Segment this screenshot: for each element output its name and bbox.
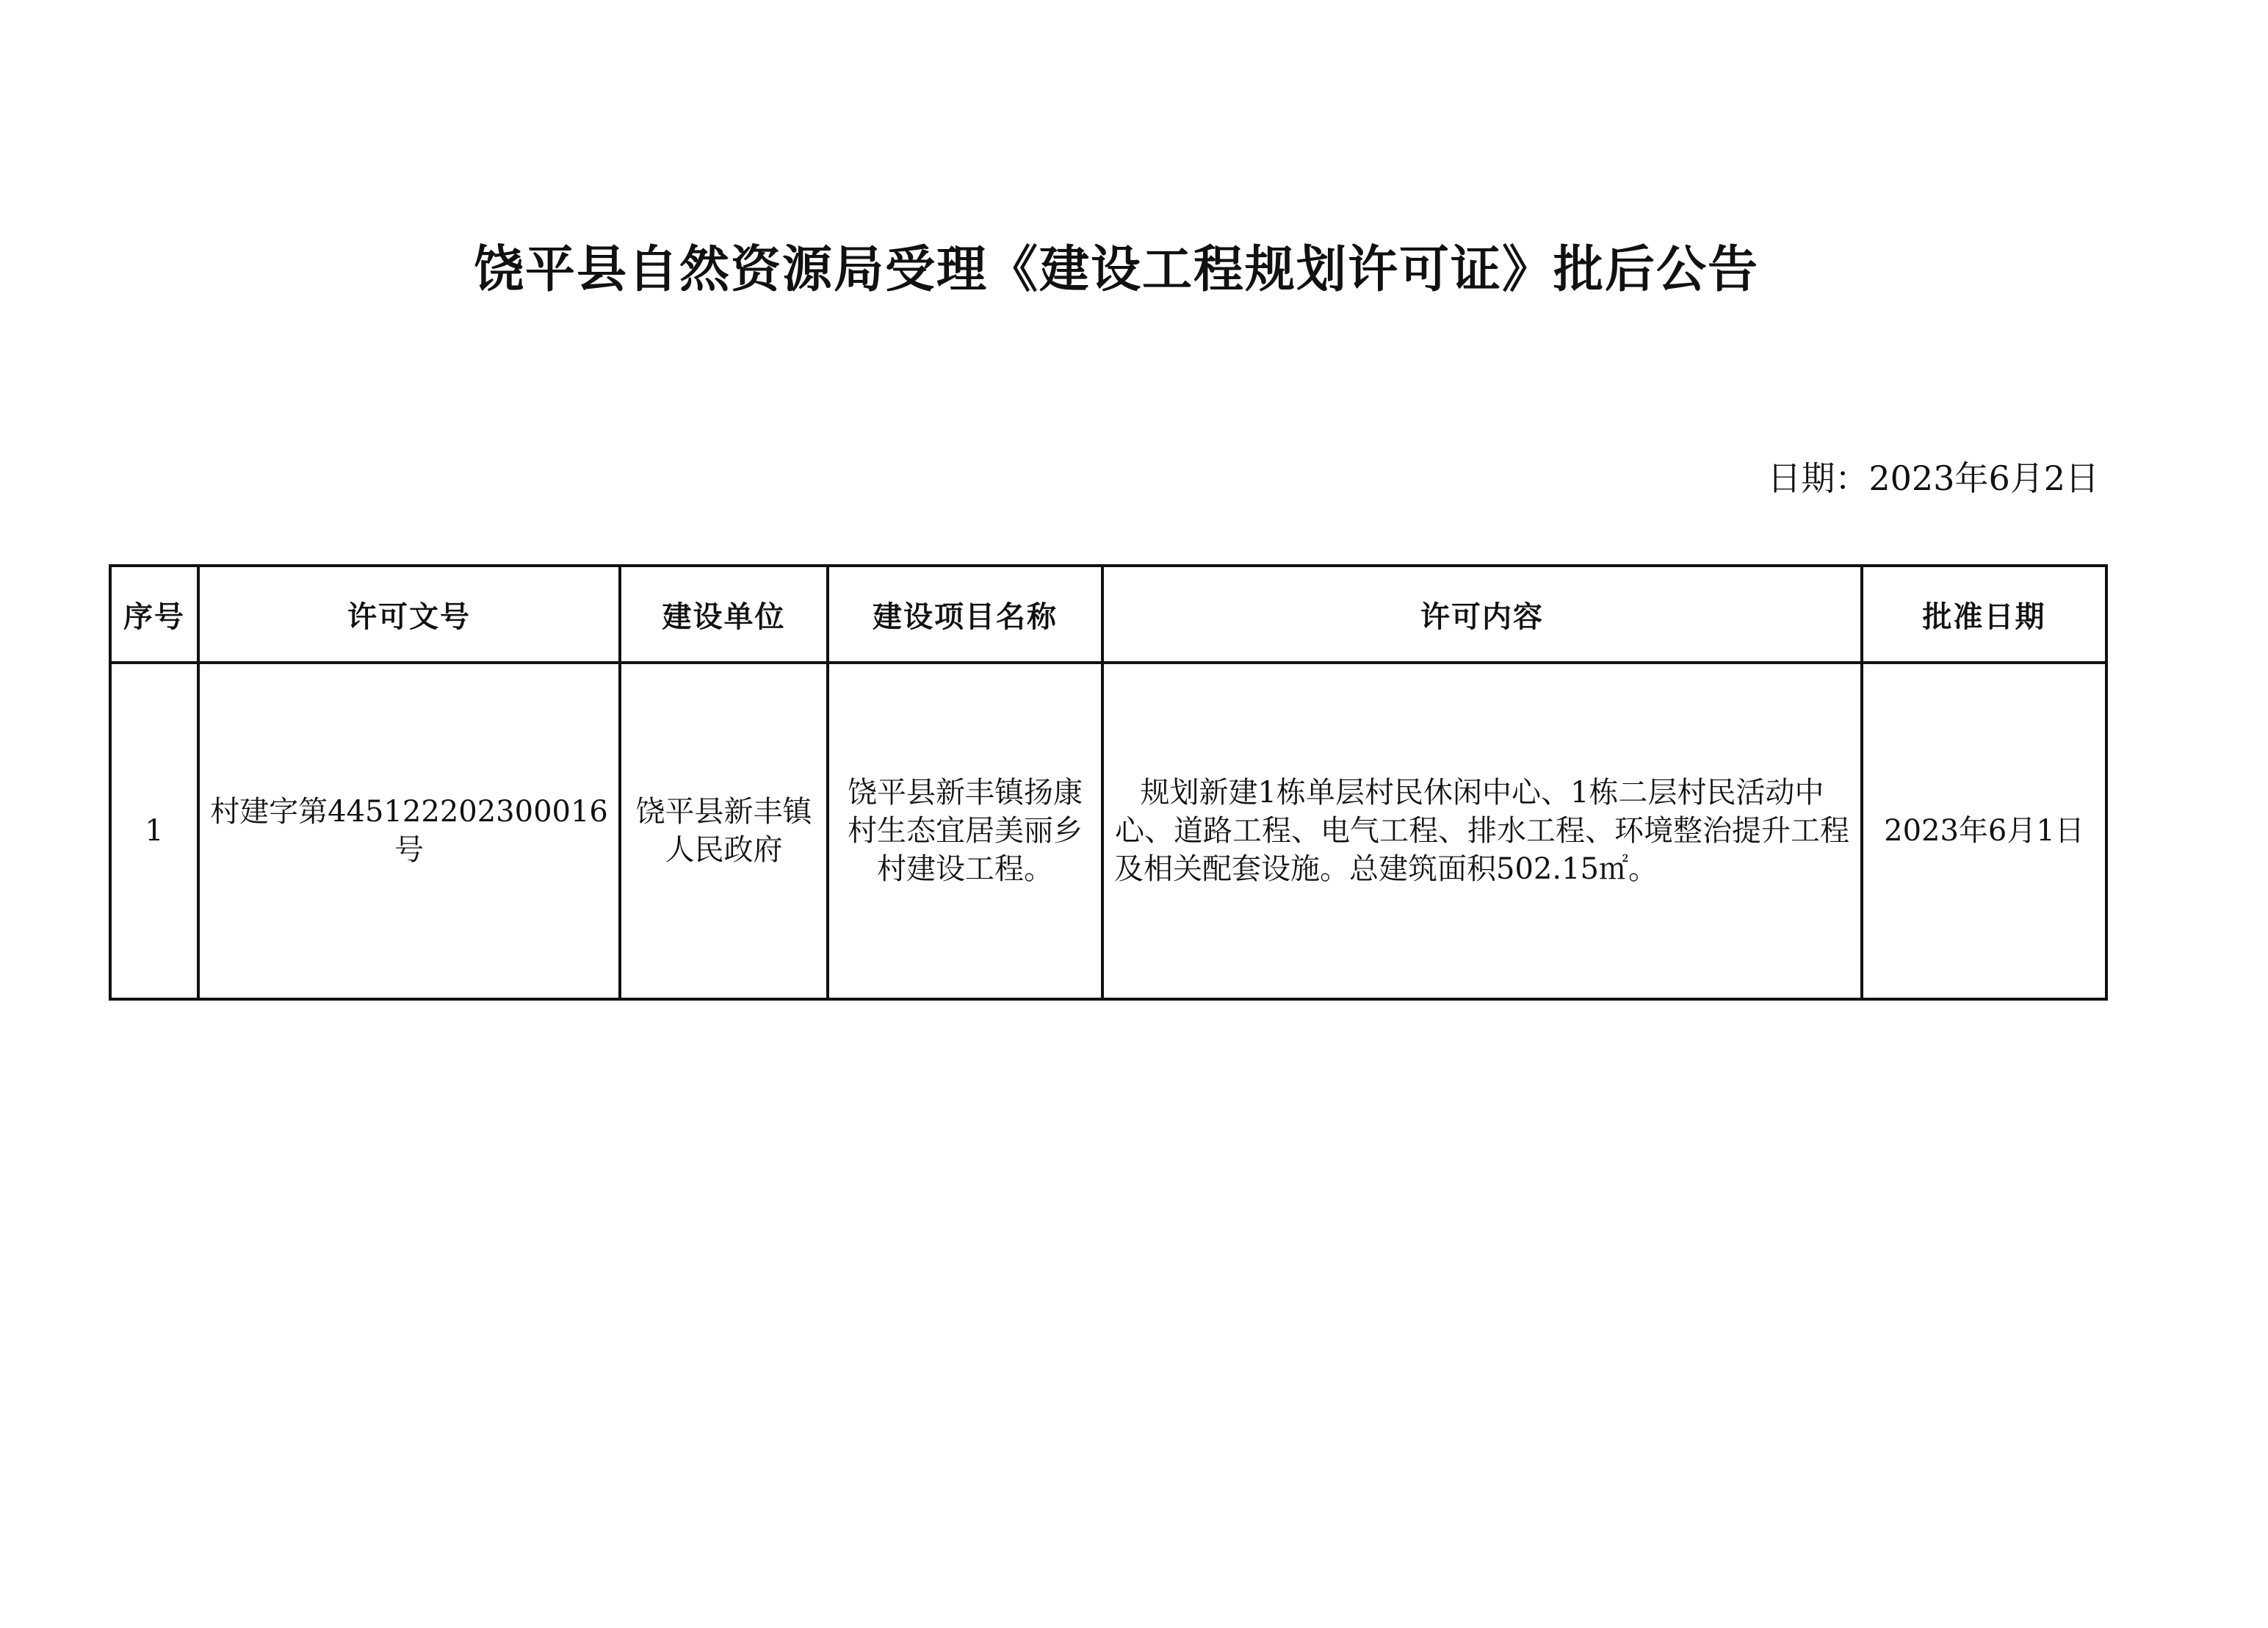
date-value: 2023年6月2日 [1868, 458, 2099, 498]
cell-project-name: 饶平县新丰镇扬康村生态宜居美丽乡村建设工程。 [828, 663, 1102, 999]
header-project-name: 建设项目名称 [828, 566, 1102, 663]
cell-serial-number: 1 [110, 663, 198, 999]
document-title: 饶平县自然资源局受理《建设工程规划许可证》批后公告 [473, 241, 1759, 299]
permit-content-text: 规划新建1栋单层村民休闲中心、1栋二层村民活动中心、道路工程、电气工程、排水工程、环境整治提升工程及相关配套设施。总建筑面积502.15㎡。 [1114, 776, 1849, 886]
header-permit-number: 许可文号 [198, 566, 620, 663]
table-header-row [110, 566, 2106, 663]
header-serial-number: 序号 [110, 566, 198, 663]
permit-table [109, 564, 2108, 1001]
cell-approval-date: 2023年6月1日 [1862, 663, 2106, 999]
header-permit-content: 许可内容 [1102, 566, 1862, 663]
header-construction-unit: 建设单位 [620, 566, 828, 663]
cell-permit-number: 村建字第445122202300016号 [198, 663, 620, 999]
notice-date [1767, 453, 2099, 504]
header-approval-date: 批准日期 [1862, 566, 2106, 663]
cell-permit-content [1102, 663, 1862, 999]
cell-construction-unit: 饶平县新丰镇人民政府 [620, 663, 828, 999]
date-label: 日期： [1767, 458, 1869, 498]
table-row [110, 663, 2106, 999]
